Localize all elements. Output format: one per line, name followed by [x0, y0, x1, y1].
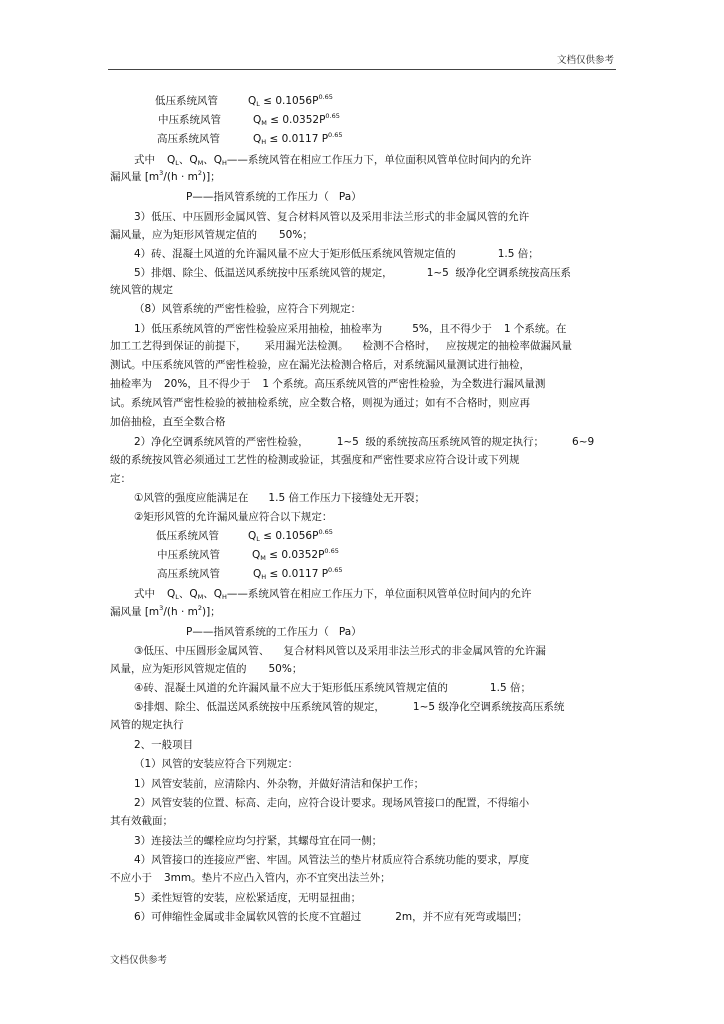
text-line: 加工工艺得到保证的前提下， 采用漏光法检测。 检测不合格时， 应按规定的抽检率做漏风量 — [110, 340, 572, 352]
text-line: 1）低压系统风管的严密性检验应采用抽检，抽检率为 5%，且不得少于 1 个系统。在 — [134, 323, 567, 335]
text-line: 1）风管安装前，应清除内、外杂物，并做好清洁和保护工作； — [134, 778, 425, 790]
text-line: 4）风管接口的连接应严密、牢固。风管法兰的垫片材质应符合系统功能的要求，厚度 — [134, 854, 530, 866]
text-line: ①风管的强度应能满足在 1.5 倍工作压力下接缝处无开裂； — [134, 492, 425, 504]
pressure-def: P——指风管系统的工作压力（ Pa） — [186, 191, 362, 203]
text-line: 试。系统风管严密性检验的被抽检系统，应全数合格，则视为通过；如有不合格时，则应再 — [110, 397, 530, 409]
text-line: 3）连接法兰的螺栓应均匀拧紧，其螺母宜在同一侧； — [134, 835, 383, 847]
page-footer: 文档仅供参考 — [110, 955, 168, 966]
text-line: 加倍抽检，直至全数合格 — [110, 416, 226, 428]
text-line: ④砖、混凝土风道的允许漏风量不应大于矩形低压系统风管规定值的 1.5 倍； — [134, 682, 531, 694]
header-divider — [108, 69, 616, 70]
formula-unit-2: 漏风量 $[m^3/(h \cdot m^2)]$； — [110, 604, 221, 618]
text-line: （1）风管的安装应符合下列规定： — [134, 758, 299, 770]
formula-high: 高压系统风管 $Q_H \le 0.0117$ $P^{0.65}$ — [157, 131, 343, 146]
text-line: ⑤排烟、除尘、低温送风系统按中压系统风管的规定， 1~5 级净化空调系统按高压系统 — [134, 701, 565, 713]
text-line: 风管的规定执行 — [110, 719, 184, 731]
page-header: 文档仅供参考 — [556, 55, 614, 66]
text-line: 4）砖、混凝土风道的允许漏风量不应大于矩形低压系统风管规定值的 1.5 倍； — [134, 248, 539, 260]
text-line: 级的系统按风管必须通过工艺性的检测或验证，其强度和严密性要求应符合设计或下列规 — [110, 454, 520, 466]
text-line: 定： — [110, 473, 131, 485]
text-line: 其有效截面； — [110, 815, 173, 827]
text-line: 5）柔性短管的安装，应松紧适度，无明显扭曲； — [134, 892, 362, 904]
text-line: 测试。中压系统风管的严密性检验，应在漏光法检测合格后，对系统漏风量测试进行抽检， — [110, 359, 530, 371]
text-line: 6）可伸缩性金属或非金属软风管的长度不宜超过 2m，并不应有死弯或塌凹； — [134, 911, 528, 923]
formula-mid-2: 中压系统风管 $Q_M \le 0.0352P^{0.65}$ — [157, 547, 339, 562]
section-heading: 2、一般项目 — [134, 739, 194, 751]
text-line: 统风管的规定 — [110, 284, 173, 296]
formula-note: 式中 $Q_L$、$Q_M$、$Q_H——$系统风管在相应工作压力下，单位面积风管单位时间内的允许 — [134, 154, 532, 167]
formula-high-2: 高压系统风管 $Q_H \le 0.0117$ $P^{0.65}$ — [157, 566, 343, 581]
formula-mid: 中压系统风管 $Q_M \le 0.0352P^{0.65}$ — [158, 112, 340, 127]
text-line: 3）低压、中压圆形金属风管、复合材料风管以及采用非法兰形式的非金属风管的允许 — [134, 211, 530, 223]
text-line: 不应小于 3mm。垫片不应凸入管内，亦不宜突出法兰外； — [110, 872, 391, 884]
text-line: 2）风管安装的位置、标高、走向，应符合设计要求。现场风管接口的配置，不得缩小 — [134, 797, 530, 809]
text-line: ③低压、中压圆形金属风管、 复合材料风管以及采用非法兰形式的非金属风管的允许漏 — [134, 645, 546, 657]
text-line: 抽检率为 20%，且不得少于 1 个系统。高压系统风管的严密性检验，为全数进行漏风量测 — [110, 378, 546, 390]
text-line: 漏风量，应为矩形风管规定值的 50%； — [110, 229, 313, 241]
formula-unit: 漏风量 $[m^3/(h \cdot m^2)]$； — [110, 169, 221, 183]
text-line: （8）风管系统的严密性检验，应符合下列规定： — [134, 303, 362, 315]
text-line: 5）排烟、除尘、低温送风系统按中压系统风管的规定， 1~5 级净化空调系统按高压系 — [134, 267, 572, 279]
text-line: 2）净化空调系统风管的严密性检验， 1~5 级的系统按高压系统风管的规定执行； 6~9 — [134, 436, 595, 448]
formula-note-2: 式中 $Q_L$、$Q_M$、$Q_H——$系统风管在相应工作压力下，单位面积风管单位时间内的允许 — [134, 588, 532, 601]
formula-low: 低压系统风管 $Q_L \le 0.1056P^{0.65}$ — [155, 93, 333, 108]
formula-low-2: 低压系统风管 $Q_L \le 0.1056P^{0.65}$ — [156, 528, 333, 543]
text-line: 风量，应为矩形风管规定值的 50%； — [110, 663, 303, 675]
text-line: ②矩形风管的允许漏风量应符合以下规定： — [134, 511, 333, 523]
pressure-def-2: P——指风管系统的工作压力（ Pa） — [186, 626, 362, 638]
